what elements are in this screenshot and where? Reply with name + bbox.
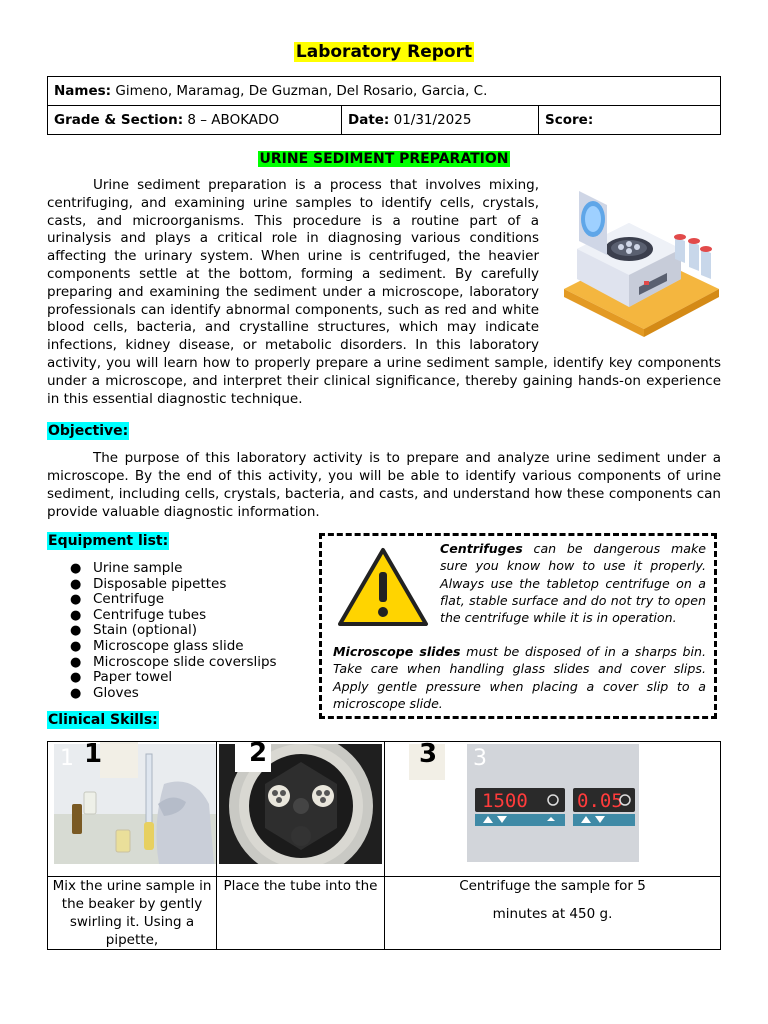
step-2-caption: Place the tube into the [217,877,385,950]
centrifuge-illustration-icon [549,179,721,339]
speed-display-text: 1500 [482,790,528,812]
equipment-list [70,561,277,701]
step-3-caption: Centrifuge the sample for 5 minutes at 450 g. [385,877,721,950]
list-item: ● Gloves [70,686,277,702]
info-table [47,76,721,135]
list-item: ● Centrifuge tubes [70,608,277,624]
step-number: 2 [249,738,268,768]
slides-warning-text: Microscope slides must be disposed of in a sharps bin. Take care when handling glass slides and cover slips. Apply gentle pressure when placing a cover slip to a microscope slide. [333,644,706,711]
centrifuge-warning-text: Centrifuges can be dangerous make sure you know how to use it properly. Always use the tabletop centrifuge on a flat, stable surface and do not try to open the centrifuge while it is in operation. [440,541,706,626]
date-cell: Date: 01/31/2025 [342,106,539,135]
grade-cell: Grade & Section: 8 – ABOKADO [48,106,342,135]
step-number: 1 [84,739,103,769]
step-number: 3 [419,739,438,769]
list-item: ● Urine sample [70,561,277,577]
clinical-skills-heading: Clinical Skills: [48,712,158,728]
list-item: ● Disposable pipettes [70,577,277,593]
names-cell: Names: Gimeno, Maramag, De Guzman, Del Rosario, Garcia, C. [48,77,721,106]
equipment-heading: Equipment list: [48,533,169,549]
step-1-caption: Mix the urine sample in the beaker by gently swirling it. Using a pipette, [48,877,217,950]
centrifuge-display-photo [467,744,639,862]
step-2-photo-cell [217,738,385,877]
list-item: ● Centrifuge [70,592,277,608]
time-display-text: 0.05 [577,790,623,812]
section-title: URINE SEDIMENT PREPARATION [259,151,509,167]
objective-heading: Objective: [48,423,129,439]
photo-number-label: 3 [473,746,487,771]
intro-paragraph: Urine sediment preparation is a process that involves mixing, centrifuging, and examining urine samples to identify cells, crystals, casts, and microorganisms. This procedure is a routine part of a urinalysis and plays a critical role in diagnosing various conditions affecting the urinary system. When urine is centrifuged, the heavier components settle at the bottom, forming a sediment. By carefully preparing and examining the sediment under a microscope, laboratory professionals can identify abnormal components, such as red and white blood cells, bacteria, and crystalline structures, which may indicate infections, kidney disease, or metabolic disorders. In this laboratory activity, you will learn how to properly prepare a urine sediment sample, identify key components under a microscope, and interpret their clinical significance, thereby gaining hands-on experience in this essential diagnostic technique. [47,177,721,407]
clinical-skills-table [47,738,721,950]
step-1-photo-cell [48,739,217,877]
list-item: ● Microscope glass slide [70,639,277,655]
score-cell: Score: [539,106,721,135]
list-item: ● Stain (optional) [70,623,277,639]
objective-paragraph: The purpose of this laboratory activity is to prepare and analyze urine sediment under a microscope. By the end of this activity, you will be able to identify various components of urine sediment, including cells, crystals, bacteria, and casts, and understand how these components can provide valuable diagnostic information. [47,450,721,520]
photo-number-label: 1 [60,746,74,771]
report-title: Laboratory Report [295,42,473,62]
safety-warning-box [319,533,717,719]
list-item: ● Paper towel [70,670,277,686]
list-item: ● Microscope slide coverslips [70,655,277,671]
warning-triangle-icon [336,546,430,630]
step-3-photo-cell [385,739,721,877]
